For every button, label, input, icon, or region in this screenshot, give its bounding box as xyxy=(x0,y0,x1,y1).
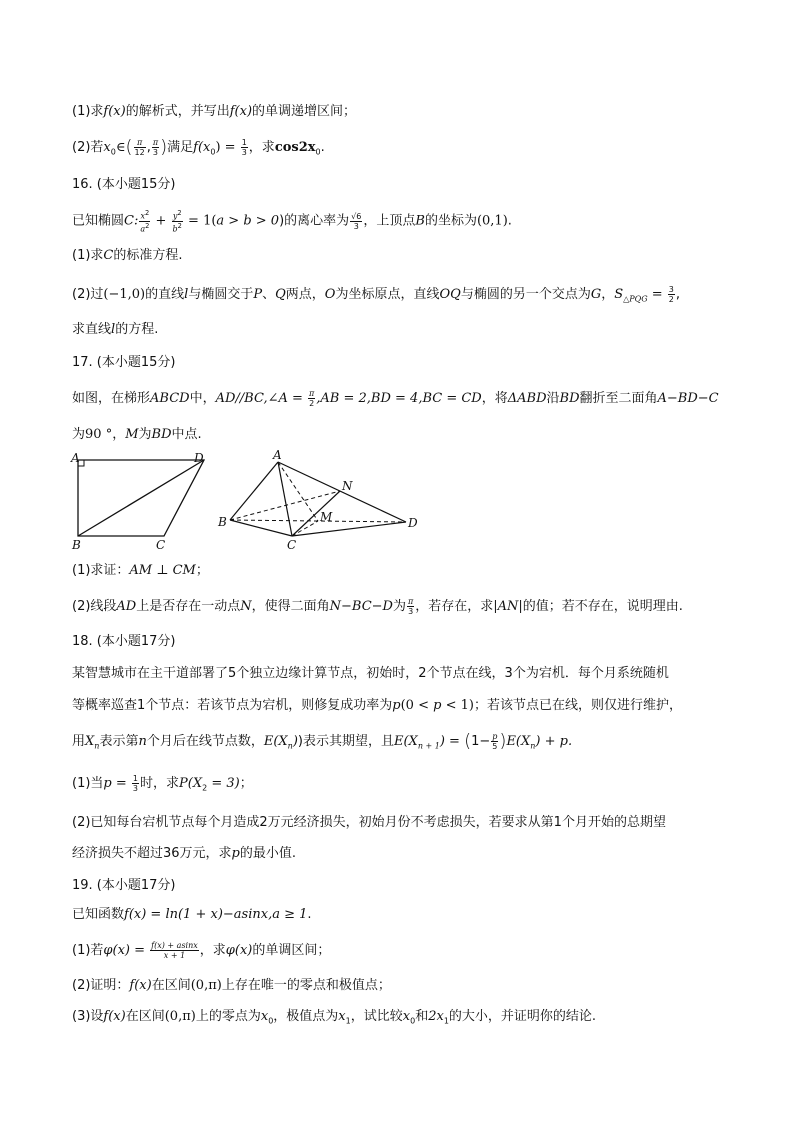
segment-cn xyxy=(292,491,340,536)
fig2-label-a: A xyxy=(273,448,282,462)
q16-line1: 已知椭圆C: $\frac{x^2}{a^2}$ + $\frac{y^2}{b^2}$ = 1(a > b > 0)的离心率为 $\frac{√6}{3}$ ，上顶点B的坐标为(0,1). xyxy=(72,209,512,234)
fig1-label-a: A xyxy=(71,451,80,465)
q19-line1: 已知函数f(x) = ln(1 + x)−asinx,a ≥ 1. xyxy=(72,907,312,922)
q18-header: 18. (本小题17分) xyxy=(72,634,176,649)
q16-part2: (2)过(−1,0)的直线l与椭圆交于P、Q两点，O为坐标原点，直线OQ与椭圆的另一个交点为G，$S_{\triangle PQG}$ = $\frac{3}{2}$ , xyxy=(72,285,681,304)
q17-line2: 为90 °，M为BD中点. xyxy=(72,427,202,442)
q18-part1: (1)当p = $\frac{1}{3}$ 时，求$P(X_2 = 3)$； xyxy=(72,774,253,793)
fig1-label-d: D xyxy=(194,451,204,465)
q18-part2-line2: 经济损失不超过36万元，求p的最小值. xyxy=(72,846,297,861)
q19-part1: (1)若φ(x) = $\frac{f(x) + asinx}{x + 1}$ ，求φ(x)的单调区间； xyxy=(72,941,331,960)
q16-header: 16. (本小题15分) xyxy=(72,177,176,192)
q18-part2-line1: (2)已知每台宕机节点每个月造成2万元经济损失，初始月份不考虑损失，若要求从第1个月开始的总期望 xyxy=(72,815,666,830)
q18-line3: 用$X_n$表示第n个月后在线节点数，$E(X_n)$)表示其期望，且$E(X_{n + 1}) = (1-$ $\frac{p}{5}$ )$E(X_n) + p$. xyxy=(72,730,573,752)
q19-part3: (3)设f(x)在区间(0,π)上的零点为$x_0$，极值点为$x_1$，试比较$x_0$和$2x_1$的大小，并证明你的结论. xyxy=(72,1009,597,1026)
fig2-label-b: B xyxy=(218,515,227,529)
q15-part1: (1)求f(x)的解析式，并写出f(x)的单调递增区间； xyxy=(72,104,357,119)
q18-line2: 等概率巡查1个节点：若该节点为宕机，则修复成功率为p(0 < p < 1)；若该节点已在线，则仅进行维护， xyxy=(72,698,682,713)
fig1-label-b: B xyxy=(72,538,81,552)
q15-part2: (2)若$x_0\in$( $\frac{\pi}{12}$ , $\frac{\pi}{3}$ )满足$f(x_0)$ = $\frac{1}{3}$ ，求$\cos 2x_0$. xyxy=(72,136,325,158)
diagonal-bd xyxy=(78,460,204,536)
q19-header: 19. (本小题17分) xyxy=(72,878,176,893)
q17-part2: (2)线段AD上是否存在一动点N，使得二面角N−BC−D为 $\frac{\pi}{3}$ ，若存在，求|AN|的值；若不存在，说明理由. xyxy=(72,597,683,616)
fig2-label-n: N xyxy=(342,479,353,493)
q16-part2-cont: 求直线l的方程. xyxy=(72,322,159,337)
q18-line1: 某智慧城市在主干道部署了5个独立边缘计算节点，初始时，2个节点在线，3个为宕机．每个月系统随机 xyxy=(72,666,669,681)
fig2-label-d: D xyxy=(408,516,418,530)
q16-part1: (1)求C的标准方程. xyxy=(72,248,183,263)
q17-header: 17. (本小题15分) xyxy=(72,355,176,370)
trapezoid-figure xyxy=(66,450,216,552)
q17-part1: (1)求证：AM ⊥ CM； xyxy=(72,563,209,578)
folded-figure xyxy=(212,448,422,552)
edge-bc xyxy=(230,520,292,536)
fig1-label-c: C xyxy=(156,538,166,552)
fig2-label-c: C xyxy=(287,538,297,552)
q17-line1: 如图，在梯形ABCD中，AD//BC,∠A = $\frac{\pi}{2}$ ,AB = 2,BD = 4,BC = CD，将ΔABD沿BD翻折至二面角A−BD−C xyxy=(72,389,719,408)
edge-ac xyxy=(278,462,292,536)
edge-cd xyxy=(292,522,406,536)
q19-part2: (2)证明：f(x)在区间(0,π)上存在唯一的零点和极值点； xyxy=(72,978,391,993)
fig2-label-m: M xyxy=(320,510,333,524)
edge-ab xyxy=(230,462,278,520)
